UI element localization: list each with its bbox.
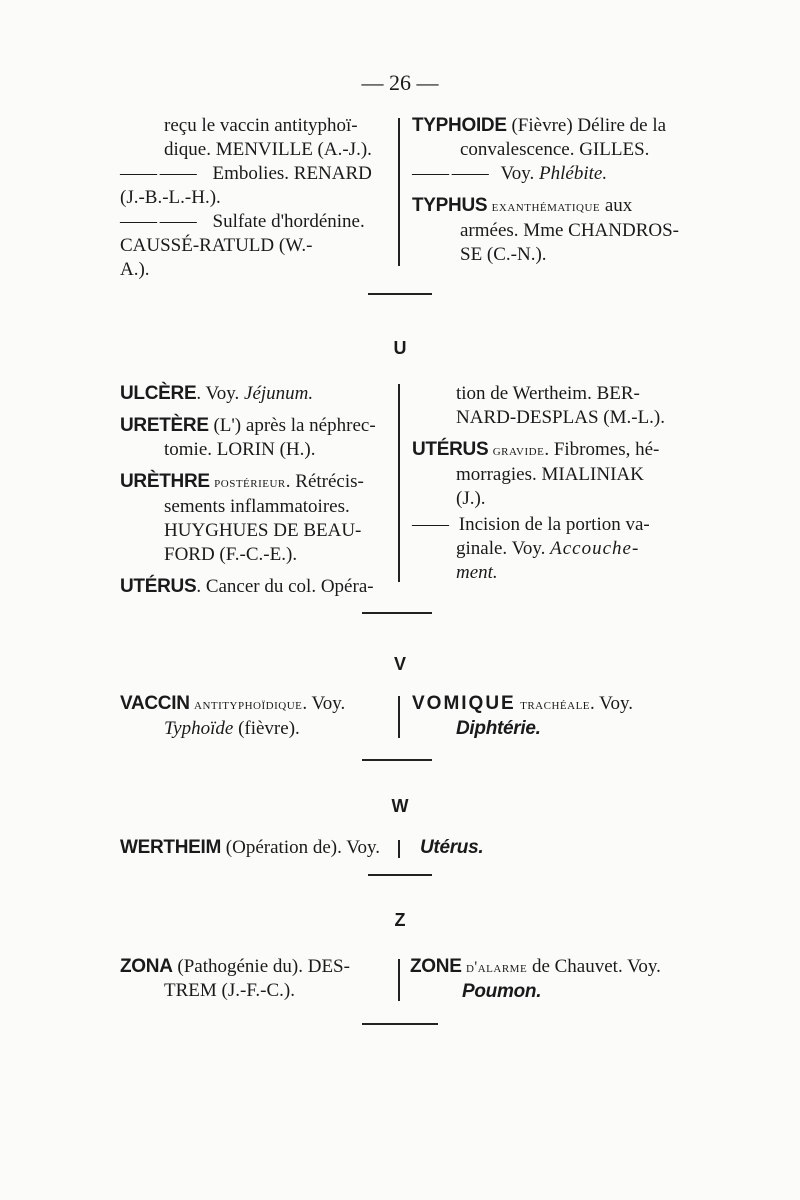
entry-text: dique. MENVILLE (A.-J.). <box>164 139 372 160</box>
column-divider <box>398 959 400 1001</box>
page-number: — 26 — <box>361 70 439 95</box>
entry-text: HUYGHUES DE BEAU- <box>164 520 362 541</box>
entry-text: NARD-DESPLAS (M.-L.). <box>456 407 665 428</box>
entry-text: SE (C.-N.). <box>460 244 547 265</box>
right-column <box>410 955 695 1004</box>
entry-text: FORD (F.-C.-E.). <box>164 544 298 565</box>
section-divider <box>368 874 432 876</box>
cross-reference: Jéjunum. <box>244 383 314 404</box>
entry-typhoide <box>412 114 684 162</box>
dash: —— <box>412 514 448 535</box>
headword: URÈTHRE <box>120 471 210 492</box>
entry-uterus-cancer-cont <box>412 382 684 430</box>
qualifier: postérieur <box>209 474 286 491</box>
section-divider <box>362 612 432 614</box>
left-column <box>120 955 392 1003</box>
cross-reference: Utérus. <box>420 837 484 858</box>
section-divider <box>362 1023 438 1025</box>
qualifier: gravide <box>488 442 545 459</box>
entry-text: reçu le vaccin antityphoï- <box>164 115 358 136</box>
left-column <box>120 692 392 741</box>
entry-text: armées. Mme CHANDROS- <box>460 220 680 241</box>
entry-text: ginale. Voy. <box>456 538 551 559</box>
entry-text: Sulfate d'hordénine. <box>212 211 365 232</box>
letter-heading-w: W <box>391 796 409 816</box>
right-column <box>412 382 684 593</box>
headword: ZONE <box>410 956 462 977</box>
headword: UTÉRUS <box>120 576 197 597</box>
entry-text: tion de Wertheim. BER- <box>456 383 640 404</box>
headword: TYPHOIDE <box>412 115 507 136</box>
letter-heading-v: V <box>393 654 406 674</box>
column-divider <box>398 840 400 858</box>
entry-text: Incision de la portion va- <box>458 514 650 535</box>
headword: VOMIQUE <box>412 693 516 714</box>
entry-text: . Rétrécis- <box>285 471 364 492</box>
entry-text: CAUSSÉ-RATULD (W.- <box>120 235 313 256</box>
dash: —— —— <box>412 163 488 184</box>
entry-text: convalescence. GILLES. <box>460 139 650 160</box>
qualifier: trachéale <box>515 696 591 713</box>
entry-text: tomie. LORIN (H.). <box>164 439 316 460</box>
entry-text: Embolies. RENARD <box>212 163 372 184</box>
headword: WERTHEIM <box>120 837 222 858</box>
headword: UTÉRUS <box>412 439 489 460</box>
entry-text: . Voy. <box>196 383 245 404</box>
qualifier: d'alarme <box>461 959 528 976</box>
column-divider <box>398 118 400 266</box>
right-column <box>412 692 684 741</box>
entry-embolies <box>120 162 392 210</box>
left-column <box>120 382 392 607</box>
entry-text: A.). <box>120 259 150 280</box>
cross-reference: Poumon. <box>462 981 542 1002</box>
entry-text: (J.). <box>456 488 486 509</box>
qualifier: exanthématique <box>487 198 601 215</box>
headword: URETÈRE <box>120 415 209 436</box>
dash: —— —— <box>120 211 196 232</box>
headword: VACCIN <box>120 693 190 714</box>
entry-ulcere <box>120 382 392 406</box>
letter-heading-z: Z <box>394 910 406 930</box>
right-column <box>412 114 684 275</box>
entry-text: (L') après la néphrec- <box>208 415 376 436</box>
cross-reference: Accouche- <box>550 538 640 559</box>
entry-text: (Fièvre) Délire de la <box>506 115 667 136</box>
column-divider <box>398 696 400 738</box>
entry-text: (Opération de). Voy. <box>221 837 381 858</box>
entry-text: TREM (J.-F.-C.). <box>164 980 295 1001</box>
entry-uterus-cancer <box>120 575 392 599</box>
entry-text: sements inflammatoires. <box>164 496 350 517</box>
cross-reference: Phlébite. <box>539 163 608 184</box>
entry-text: . Fibromes, hé- <box>544 439 660 460</box>
entry-text: . Voy. <box>590 693 633 714</box>
entry-text: morragies. MIALINIAK <box>456 464 644 485</box>
entry-typhus <box>412 194 684 267</box>
entry-uretere <box>120 414 392 462</box>
entry-text: . Cancer du col. Opéra- <box>196 576 374 597</box>
entry-hordenine <box>120 210 392 282</box>
entry-uterus-incision <box>412 513 684 585</box>
headword: TYPHUS <box>412 195 488 216</box>
section-divider <box>362 759 432 761</box>
entry-vaccin-menville <box>120 114 392 162</box>
left-column <box>120 836 392 860</box>
entry-text: Voy. <box>500 163 540 184</box>
dash: —— —— <box>120 163 196 184</box>
cross-reference: Diphtérie. <box>456 718 541 739</box>
right-column <box>420 836 692 860</box>
entry-text: . Voy. <box>302 693 346 714</box>
entry-urethre <box>120 470 392 567</box>
left-column <box>120 114 392 290</box>
section-divider <box>368 293 432 295</box>
letter-heading-u: U <box>393 338 407 358</box>
headword: ULCÈRE <box>120 383 197 404</box>
headword: ZONA <box>120 956 173 977</box>
column-divider <box>398 384 400 582</box>
entry-uterus-gravide <box>412 438 684 511</box>
entry-text: de Chauvet. Voy. <box>527 956 661 977</box>
entry-typhoide-voy <box>412 162 684 186</box>
cross-reference: ment. <box>456 562 498 583</box>
entry-text: (Pathogénie du). DES- <box>172 956 350 977</box>
qualifier: antityphoïdique <box>189 696 303 713</box>
cross-reference: Typhoïde <box>164 718 234 739</box>
entry-text: (fièvre). <box>233 718 300 739</box>
entry-text: (J.-B.-L.-H.). <box>120 187 221 208</box>
entry-text: aux <box>600 195 633 216</box>
